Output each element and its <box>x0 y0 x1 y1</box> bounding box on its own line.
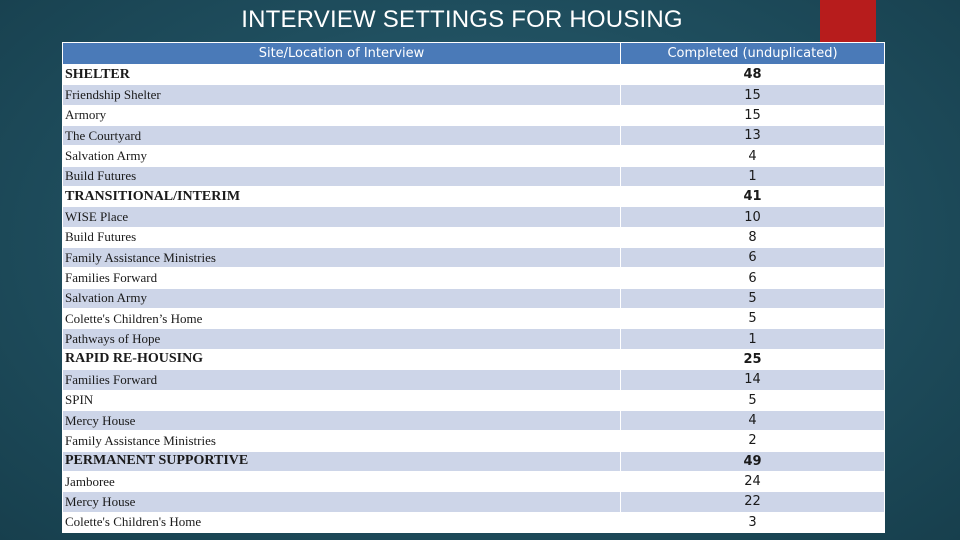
housing-interview-table <box>62 42 885 533</box>
site-name: Friendship Shelter <box>63 85 621 105</box>
table-row <box>63 390 885 410</box>
table-row <box>63 471 885 491</box>
table-row <box>63 126 885 146</box>
site-name: Salvation Army <box>63 288 621 308</box>
site-name: Build Futures <box>63 166 621 186</box>
table-row <box>63 309 885 329</box>
category-row <box>63 187 885 207</box>
category-total: 49 <box>621 451 885 471</box>
completed-count: 8 <box>621 227 885 247</box>
site-name: WISE Place <box>63 207 621 227</box>
table-row <box>63 288 885 308</box>
site-name: Mercy House <box>63 410 621 430</box>
completed-count: 3 <box>621 512 885 532</box>
completed-count: 2 <box>621 431 885 451</box>
site-name: Mercy House <box>63 492 621 512</box>
completed-count: 24 <box>621 471 885 491</box>
table-row <box>63 512 885 532</box>
category-row <box>63 65 885 85</box>
category-row <box>63 451 885 471</box>
category-label: SHELTER <box>63 65 621 85</box>
table-row <box>63 492 885 512</box>
site-name: Colette's Children’s Home <box>63 309 621 329</box>
site-name: Armory <box>63 105 621 125</box>
site-name: Families Forward <box>63 268 621 288</box>
completed-count: 5 <box>621 309 885 329</box>
category-row <box>63 349 885 369</box>
table-row <box>63 329 885 349</box>
table-body <box>63 65 885 533</box>
site-name: Jamboree <box>63 471 621 491</box>
table-header-row <box>63 43 885 65</box>
completed-count: 1 <box>621 329 885 349</box>
table-row <box>63 146 885 166</box>
completed-count: 14 <box>621 370 885 390</box>
category-total: 41 <box>621 187 885 207</box>
completed-count: 6 <box>621 248 885 268</box>
completed-count: 13 <box>621 126 885 146</box>
completed-count: 22 <box>621 492 885 512</box>
completed-count: 1 <box>621 166 885 186</box>
table-row <box>63 85 885 105</box>
category-total: 48 <box>621 65 885 85</box>
site-name: Family Assistance Ministries <box>63 431 621 451</box>
table-row <box>63 166 885 186</box>
slide-title: INTERVIEW SETTINGS FOR HOUSING <box>241 6 683 33</box>
table-row <box>63 105 885 125</box>
site-name: Colette's Children's Home <box>63 512 621 532</box>
table-row <box>63 248 885 268</box>
category-total: 25 <box>621 349 885 369</box>
completed-count: 15 <box>621 105 885 125</box>
table-row <box>63 268 885 288</box>
column-header-completed: Completed (unduplicated) <box>621 43 885 65</box>
site-name: Build Futures <box>63 227 621 247</box>
site-name: Families Forward <box>63 370 621 390</box>
table-row <box>63 431 885 451</box>
site-name: Family Assistance Ministries <box>63 248 621 268</box>
completed-count: 4 <box>621 146 885 166</box>
completed-count: 5 <box>621 288 885 308</box>
table-row <box>63 227 885 247</box>
category-label: RAPID RE-HOUSING <box>63 349 621 369</box>
category-label: TRANSITIONAL/INTERIM <box>63 187 621 207</box>
completed-count: 10 <box>621 207 885 227</box>
completed-count: 4 <box>621 410 885 430</box>
column-header-site: Site/Location of Interview <box>63 43 621 65</box>
completed-count: 5 <box>621 390 885 410</box>
site-name: Salvation Army <box>63 146 621 166</box>
completed-count: 6 <box>621 268 885 288</box>
site-name: The Courtyard <box>63 126 621 146</box>
completed-count: 15 <box>621 85 885 105</box>
table-row <box>63 410 885 430</box>
table-row <box>63 370 885 390</box>
site-name: SPIN <box>63 390 621 410</box>
table-row <box>63 207 885 227</box>
site-name: Pathways of Hope <box>63 329 621 349</box>
category-label: PERMANENT SUPPORTIVE <box>63 451 621 471</box>
